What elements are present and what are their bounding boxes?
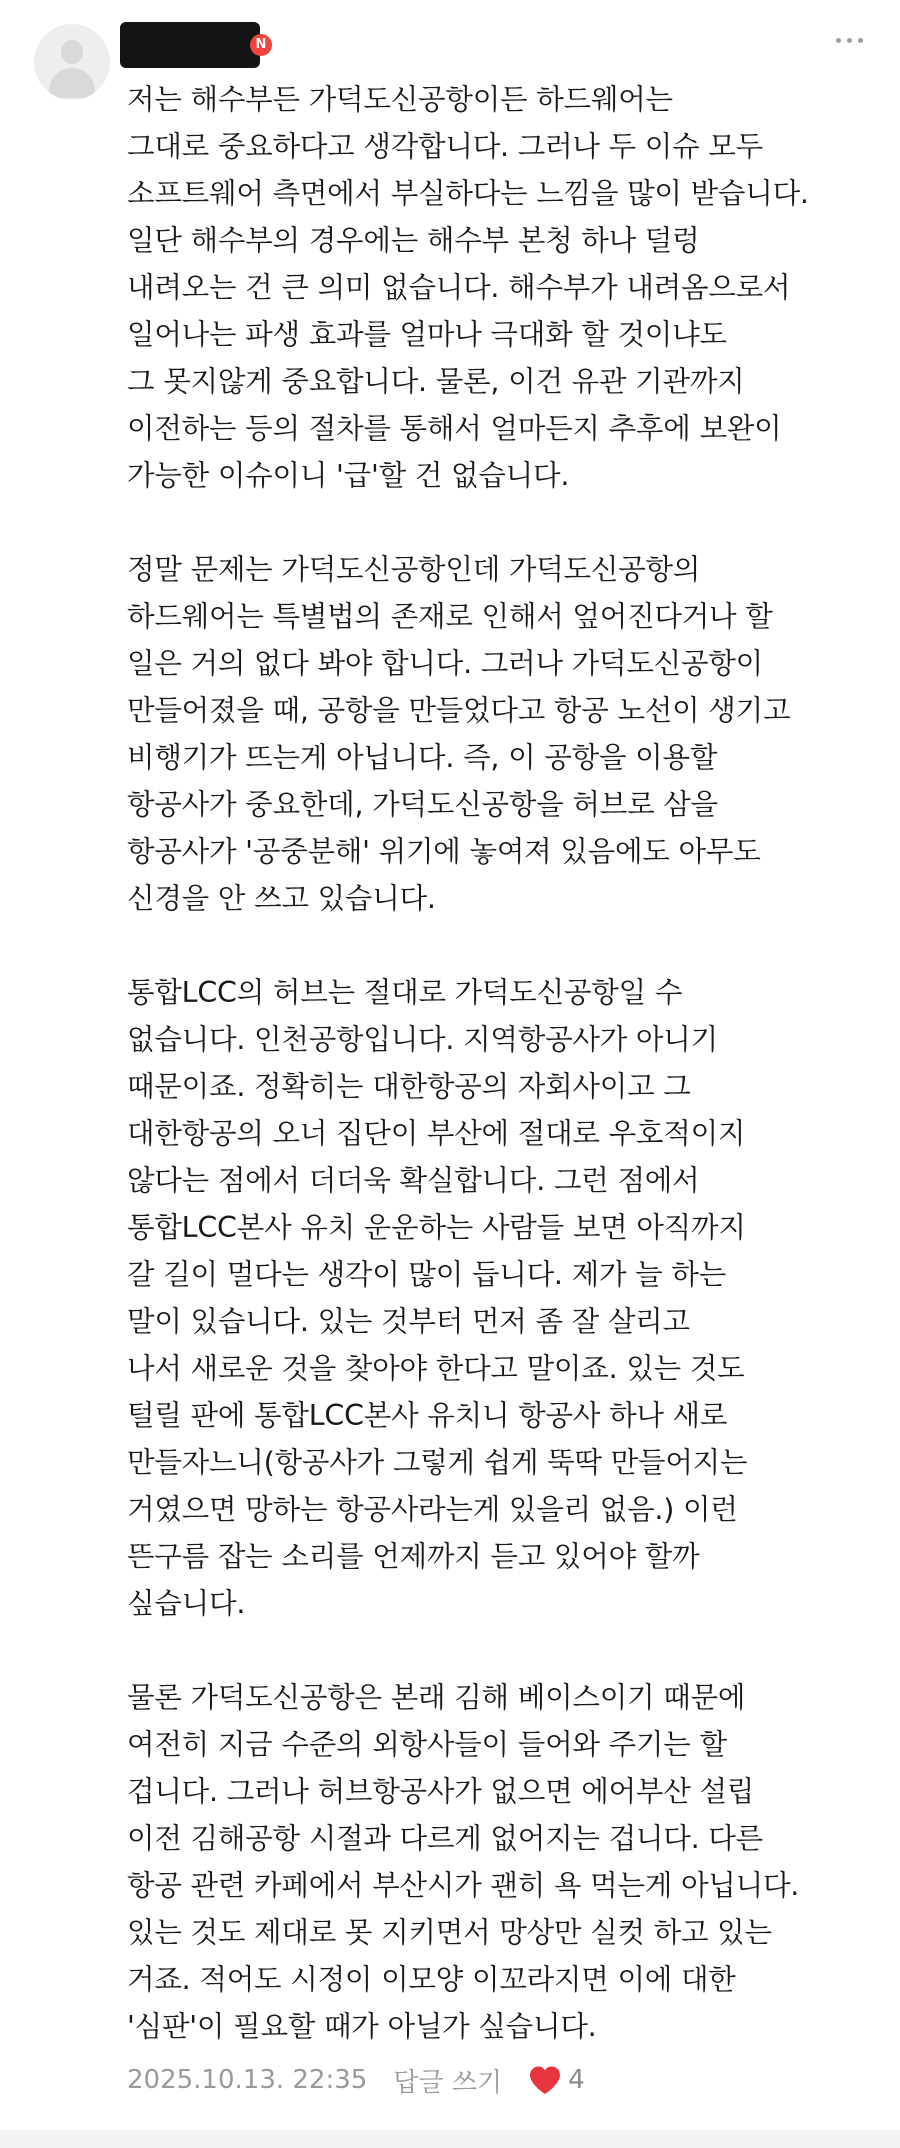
- comment-text-line: 신경을 안 쓰고 있습니다.: [127, 882, 436, 915]
- comment-text-line: 그 못지않게 중요합니다. 물론, 이건 유관 기관까지: [127, 365, 745, 398]
- comment-text-line: 거였으면 망하는 항공사라는게 있을리 없음.) 이런: [127, 1493, 738, 1526]
- comment-text-line: 통합LCC본사 유치 운운하는 사람들 보면 아직까지: [127, 1211, 746, 1244]
- comment-text-line: 거죠. 적어도 시정이 이모양 이꼬라지면 이에 대한: [127, 1963, 736, 1996]
- comment-text-line: 일은 거의 없다 봐야 합니다. 그러나 가덕도신공항이: [127, 647, 763, 680]
- comment-text-line: 일어나는 파생 효과를 얼마나 극대화 할 것이냐도: [127, 318, 727, 351]
- avatar[interactable]: [34, 24, 110, 100]
- more-options-icon[interactable]: [830, 28, 870, 52]
- reply-button[interactable]: 답글 쓰기: [393, 2067, 503, 2098]
- comment-text-line: 만들어졌을 때, 공항을 만들었다고 항공 노선이 생기고: [127, 694, 791, 727]
- comment-text-line: 대한항공의 오너 집단이 부산에 절대로 우호적이지: [127, 1117, 746, 1150]
- comment-text-line: 여전히 지금 수준의 외항사들이 들어와 주기는 할: [127, 1728, 727, 1761]
- heart-icon: [528, 2065, 562, 2095]
- comment-text-line: 뜬구름 잡는 소리를 언제까지 듣고 있어야 할까: [127, 1540, 700, 1573]
- comment-text-line: 내려오는 건 큰 의미 없습니다. 해수부가 내려옴으로서: [127, 271, 791, 304]
- comment-text-line: 갈 길이 멀다는 생각이 많이 듭니다. 제가 늘 하는: [127, 1258, 727, 1291]
- comment-text-line: 싶습니다.: [127, 1587, 246, 1620]
- comment-paragraph: [127, 1674, 887, 2050]
- new-badge: N: [250, 34, 272, 56]
- comment-text-line: 이전하는 등의 절차를 통해서 얼마든지 추후에 보완이: [127, 412, 782, 445]
- author-name-redacted[interactable]: [120, 22, 260, 68]
- comment-text-line: 저는 해수부든 가덕도신공항이든 하드웨어는: [127, 83, 673, 116]
- avatar-body-shape: [49, 68, 95, 98]
- comment-text-line: 않다는 점에서 더더욱 확실합니다. 그런 점에서: [127, 1164, 700, 1197]
- comment-text-line: 정말 문제는 가덕도신공항인데 가덕도신공항의: [127, 553, 701, 586]
- comment-text-line: '심판'이 필요할 때가 아닐가 싶습니다.: [127, 2010, 597, 2043]
- comment-text-line: 나서 새로운 것을 찾아야 한다고 말이죠. 있는 것도: [127, 1352, 745, 1385]
- avatar-head-shape: [61, 40, 83, 64]
- comment-footer: [127, 2060, 585, 2100]
- comment-text-line: 가능한 이슈이니 '급'할 건 없습니다.: [127, 459, 570, 492]
- like-count: 4: [568, 2065, 585, 2095]
- comment-text-line: 이전 김해공항 시절과 다르게 없어지는 겁니다. 다른: [127, 1822, 763, 1855]
- comment-text-line: 항공 관련 카페에서 부산시가 괜히 욕 먹는게 아닙니다.: [127, 1869, 800, 1902]
- comment-text-line: 있는 것도 제대로 못 지키면서 망상만 실컷 하고 있는: [127, 1916, 772, 1949]
- comment-paragraph: [127, 76, 887, 499]
- comment-text-line: 없습니다. 인천공항입니다. 지역항공사가 아니기: [127, 1023, 718, 1056]
- comment-text-line: 하드웨어는 특별법의 존재로 인해서 엎어진다거나 할: [127, 600, 773, 633]
- comment-text-line: 비행기가 뜨는게 아닙니다. 즉, 이 공항을 이용할: [127, 741, 718, 774]
- comment-text-line: 일단 해수부의 경우에는 해수부 본청 하나 덜렁: [127, 224, 700, 257]
- comment-body: [127, 76, 887, 2050]
- comment-timestamp: 2025.10.13. 22:35: [127, 2065, 368, 2095]
- comment-text-line: 말이 있습니다. 있는 것부터 먼저 좀 잘 살리고: [127, 1305, 690, 1338]
- comment-text-line: 그대로 중요하다고 생각합니다. 그러나 두 이슈 모두: [127, 130, 763, 163]
- comment-text-line: 통합LCC의 허브는 절대로 가덕도신공항일 수: [127, 976, 683, 1009]
- comment-text-line: 겁니다. 그러나 허브항공사가 없으면 에어부산 설립: [127, 1775, 755, 1808]
- comment-text-line: 물론 가덕도신공항은 본래 김해 베이스이기 때문에: [127, 1681, 746, 1714]
- like-button[interactable]: [528, 2065, 585, 2095]
- comment-text-line: 때문이죠. 정확히는 대한항공의 자회사이고 그: [127, 1070, 691, 1103]
- bottom-separator: [0, 2130, 900, 2148]
- comment-text-line: 소프트웨어 측면에서 부실하다는 느낌을 많이 받습니다.: [127, 177, 809, 210]
- comment-paragraph: [127, 546, 887, 922]
- comment-text-line: 항공사가 중요한데, 가덕도신공항을 허브로 삼을: [127, 788, 718, 821]
- comment-text-line: 항공사가 '공중분해' 위기에 놓여져 있음에도 아무도: [127, 835, 761, 868]
- comment-text-line: 털릴 판에 통합LCC본사 유치니 항공사 하나 새로: [127, 1399, 728, 1432]
- comment-paragraph: [127, 969, 887, 1627]
- comment-text-line: 만들자느니(항공사가 그렇게 쉽게 뚝딱 만들어지는: [127, 1446, 748, 1479]
